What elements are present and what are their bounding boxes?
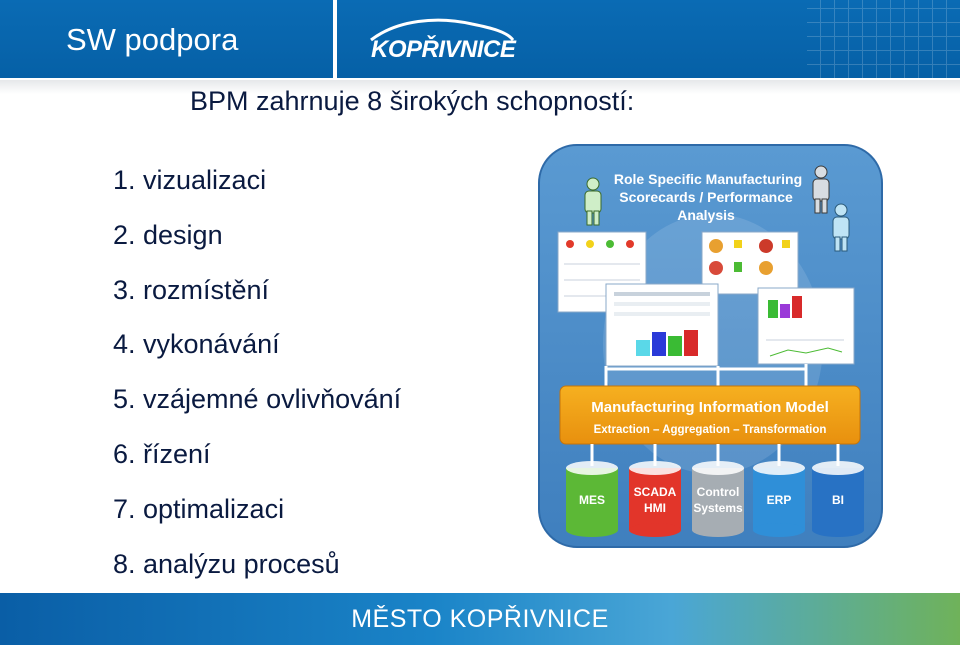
list-item: 2. design: [113, 219, 223, 250]
header: [0, 0, 960, 80]
system-label: SCADA: [633, 485, 677, 499]
model-title: Manufacturing Information Model: [591, 399, 829, 416]
logo-banner: [337, 0, 960, 78]
list-item: 1. vizualizaci: [113, 165, 267, 195]
system-label: Control: [696, 485, 740, 499]
system-label: HMI: [644, 501, 666, 515]
system-cylinder: [629, 461, 681, 537]
list-item: 5. vzájemné ovlivňování: [113, 384, 402, 415]
grid-pattern: [807, 0, 960, 78]
system-label: BI: [832, 493, 844, 507]
top-label-line2: Scorecards / Performance: [619, 189, 793, 205]
system-cylinder: [753, 461, 805, 537]
system-label: MES: [578, 493, 606, 507]
logo-text: KOPŘIVNICE: [371, 36, 516, 63]
model-subtitle: Extraction – Aggregation – Transformation: [593, 424, 827, 436]
top-label-line1: Role Specific Manufacturing: [613, 171, 803, 187]
subtitle: BPM zahrnuje 8 širokých schopností:: [190, 86, 635, 116]
dashboard-screen: [758, 288, 854, 364]
system-label: Systems: [693, 501, 743, 515]
system-cylinder: [692, 461, 744, 537]
slide-title: SW podpora: [66, 22, 239, 57]
bpm-diagram: [538, 144, 883, 548]
list-item: 4. vykonávání: [113, 329, 280, 360]
top-label-line3: Analysis: [677, 207, 735, 223]
capability-list: [113, 162, 401, 600]
list-item: 3. rozmístění: [113, 274, 270, 305]
title-banner: [0, 0, 333, 78]
footer-bar: [0, 593, 960, 645]
system-label: ERP: [766, 493, 792, 507]
system-cylinder: [812, 461, 864, 537]
list-item: 6. řízení: [113, 438, 211, 469]
system-cylinder: [566, 461, 618, 537]
footer-text: MĚSTO KOPŘIVNICE: [351, 605, 609, 633]
list-item: 7. optimalizaci: [113, 493, 285, 524]
list-item: 8. analýzu procesů: [113, 548, 340, 579]
dashboard-screen: [606, 284, 718, 366]
